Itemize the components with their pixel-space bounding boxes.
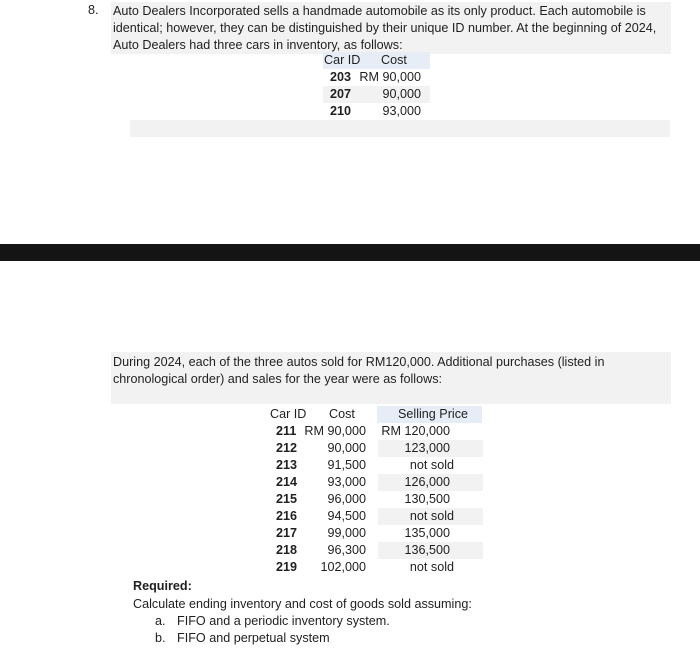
question-intro: Auto Dealers Incorporated sells a handmade automobile as its only product. Each automobile is identical; however, they can be distinguished by their unique ID number. At the beginning of 2024, Auto Dealers had three cars in inventory, as follows: [113, 4, 657, 52]
inventory-table-header [323, 52, 430, 69]
car-cost: RM 90,000 [359, 70, 421, 84]
car-id: 212 [276, 441, 298, 455]
car-cost: 94,500 [327, 509, 366, 523]
header-selling-price: Selling Price [377, 406, 482, 423]
selling-price: not sold [378, 508, 483, 525]
car-cost: 96,300 [327, 543, 366, 557]
spacer-shade [130, 120, 670, 137]
table-row [323, 103, 430, 120]
car-id: 217 [276, 526, 298, 540]
selling-price: RM 120,000 [381, 424, 450, 438]
sales-intro: During 2024, each of the three autos sold for RM120,000. Additional purchases (listed in chronological order) and sales for the year were as follows: [113, 355, 605, 386]
car-cost: 90,000 [327, 441, 366, 455]
car-id: 216 [276, 509, 298, 523]
car-cost: RM 90,000 [304, 424, 366, 438]
selling-price: 126,000 [378, 474, 483, 491]
car-cost: 102,000 [320, 560, 366, 574]
car-cost: 91,500 [327, 458, 366, 472]
item-marker: a. [155, 614, 166, 628]
car-cost: 93,000 [382, 104, 421, 118]
selling-price: 130,500 [404, 492, 450, 506]
table-row [269, 474, 483, 491]
car-id: 214 [276, 475, 298, 489]
table-row [269, 508, 483, 525]
selling-price: not sold [409, 560, 454, 574]
table-row [269, 457, 483, 474]
selling-price: 135,000 [404, 526, 450, 540]
selling-price: 123,000 [378, 440, 483, 457]
purchases-table [269, 406, 484, 578]
page-divider [0, 244, 700, 261]
car-id: 203 [330, 70, 352, 84]
car-id: 213 [276, 458, 298, 472]
car-id: 219 [276, 560, 298, 574]
car-cost: 99,000 [327, 526, 366, 540]
table-row [269, 559, 483, 576]
header-cost: Cost [381, 53, 407, 67]
car-id: 210 [330, 104, 352, 118]
selling-price: not sold [409, 458, 454, 472]
table-row [269, 491, 483, 508]
required-item-b [155, 631, 330, 645]
inventory-table [323, 52, 431, 156]
car-cost: 90,000 [382, 87, 421, 101]
table-row [269, 423, 483, 440]
car-id: 207 [330, 87, 352, 101]
question-number: 8. [88, 3, 99, 17]
item-text: FIFO and perpetual system [177, 631, 330, 645]
purchases-table-header [269, 406, 483, 423]
required-title: Required: [133, 579, 192, 593]
car-cost: 96,000 [327, 492, 366, 506]
table-row [323, 86, 430, 103]
table-row [323, 69, 430, 86]
header-car-id: Car ID [324, 53, 361, 67]
table-row [269, 440, 483, 457]
required-text: Calculate ending inventory and cost of goods sold assuming: [133, 597, 472, 611]
car-cost: 93,000 [327, 475, 366, 489]
header-car-id: Car ID [270, 407, 307, 421]
selling-price: 136,500 [378, 542, 483, 559]
item-text: FIFO and a periodic inventory system. [177, 614, 390, 628]
car-id: 215 [276, 492, 298, 506]
item-marker: b. [155, 631, 166, 645]
required-item-a [155, 614, 390, 628]
table-row [269, 542, 483, 559]
car-id: 218 [276, 543, 298, 557]
table-row [269, 525, 483, 542]
car-id: 211 [276, 424, 297, 438]
header-cost: Cost [329, 407, 355, 421]
